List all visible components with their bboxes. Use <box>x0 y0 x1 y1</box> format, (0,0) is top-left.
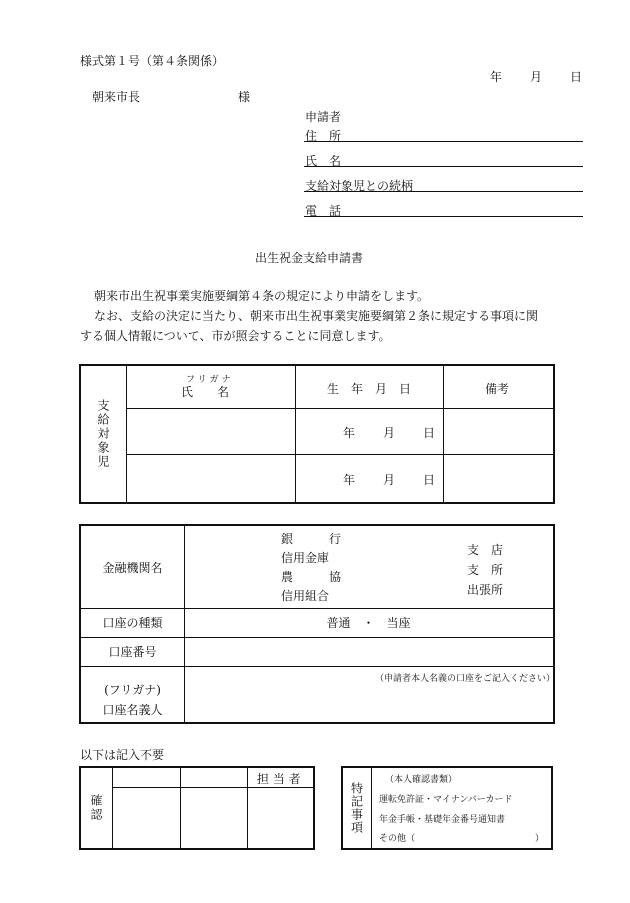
date-day: 日 <box>570 70 583 84</box>
branch-types <box>467 540 503 600</box>
holder-note: （申請者本人名義の口座をご記入ください） <box>375 674 556 684</box>
bank-types <box>281 530 341 606</box>
child-table <box>79 364 555 504</box>
branch-type-shuchojo: 出張所 <box>467 583 504 597</box>
furigana-label: フリガナ <box>186 375 234 385</box>
staff-label: 担 当 者 <box>257 772 301 786</box>
col-note-header: 備考 <box>485 382 510 396</box>
account-number-label: 口座番号 <box>108 645 157 659</box>
row1-month: 月 <box>383 426 396 440</box>
no-fill-label: 以下は記入不要 <box>80 748 165 762</box>
body-para2-line1: なお、支給の決定に当たり、朝来市出生祝事業実施要綱第２条に規定する事項に関 <box>94 309 539 323</box>
date-year: 年 <box>490 70 503 84</box>
row2-month: 月 <box>383 473 396 487</box>
special-table <box>341 766 553 850</box>
holder-label-furigana: (フリガナ) <box>104 683 161 697</box>
name-label: 氏 名 <box>305 154 342 168</box>
branch-type-shisho: 支 所 <box>467 563 504 577</box>
relation-label: 支給対象児との続柄 <box>305 179 414 193</box>
row1-year: 年 <box>343 426 356 440</box>
child-side-label: 支給対象児 <box>96 399 110 469</box>
name-line[interactable] <box>304 166 583 167</box>
relation-line[interactable] <box>304 191 583 192</box>
bank-label: 金融機関名 <box>102 560 163 575</box>
phone-label: 電 話 <box>305 204 342 218</box>
account-type-value[interactable]: 普通 ・ 当座 <box>326 616 411 630</box>
bank-table <box>79 524 555 724</box>
col-name-header: 氏 名 <box>181 385 230 399</box>
bank-type-bank: 銀 行 <box>281 532 342 546</box>
applicant-label: 申請者 <box>305 110 342 124</box>
document-title: 出生祝金支給申請書 <box>255 251 364 265</box>
address-line[interactable] <box>304 141 583 142</box>
bank-type-nokyo: 農 協 <box>281 570 342 584</box>
date-month: 月 <box>530 70 543 84</box>
body-para2-line2: する個人情報について、市が照会することに同意します。 <box>80 329 391 343</box>
bank-type-kumiai: 信用組合 <box>281 589 330 603</box>
special-label: 特記事項 <box>349 782 364 834</box>
confirm-label: 確認 <box>89 794 103 822</box>
address-label: 住 所 <box>305 129 342 143</box>
phone-line[interactable] <box>304 216 583 217</box>
confirm-table <box>79 766 315 850</box>
bank-type-shinkin: 信用金庫 <box>281 551 330 565</box>
id-header: （本人確認書類） <box>385 775 458 785</box>
holder-label <box>81 680 184 720</box>
account-type-label: 口座の種類 <box>102 616 163 630</box>
form-number: 様式第１号（第４条関係） <box>80 54 225 68</box>
id-item-3-close: ） <box>535 834 545 844</box>
col-birth-header: 生 年 月 日 <box>327 382 412 396</box>
row2-year: 年 <box>343 473 356 487</box>
id-item-1: 運転免許証・マイナンバーカード <box>379 795 513 805</box>
addressee: 朝来市長 <box>92 90 141 104</box>
body-para1: 朝来市出生祝事業実施要綱第４条の規定により申請をします。 <box>94 289 430 303</box>
branch-type-shiten: 支 店 <box>467 543 504 557</box>
account-number-field[interactable] <box>185 638 553 666</box>
id-item-3: その他（ <box>379 834 416 844</box>
id-item-2: 年金手帳・基礎年金番号通知書 <box>379 815 506 825</box>
row2-day: 日 <box>423 473 436 487</box>
sama: 様 <box>238 90 251 104</box>
holder-label-name: 口座名義人 <box>102 703 163 717</box>
row1-day: 日 <box>423 426 436 440</box>
